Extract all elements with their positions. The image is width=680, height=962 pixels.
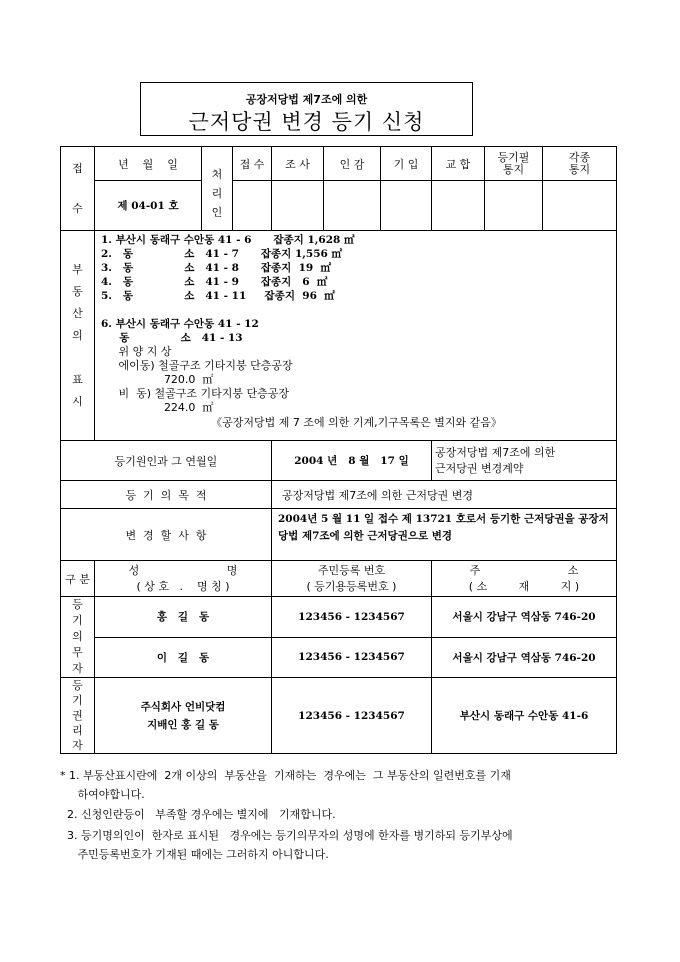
obligor-label-char: 무 bbox=[72, 646, 83, 659]
property-line: 에이동) 철골구조 기타지붕 단층공장 bbox=[101, 359, 293, 372]
column-seal: 인 감 bbox=[324, 147, 381, 181]
property-line: 5. 동 소 41 - 11 잡종지 96 ㎡ bbox=[101, 290, 335, 302]
obligee-name: 주식회사 언비닷컴 지배인 홍 길 동 bbox=[95, 678, 272, 754]
note-3-cont: 주민등록번호가 기재된 때에는 그러하지 아니합니다. bbox=[60, 848, 329, 861]
stamp-box bbox=[432, 181, 485, 231]
note-2: 2. 신청인란등이 부족할 경우에는 별지에 기재합니다. bbox=[60, 808, 336, 821]
property-label-char: 의 bbox=[72, 328, 83, 342]
obligor-name: 홍 길 동 bbox=[95, 597, 272, 638]
property-line: 224.0 ㎡ bbox=[101, 401, 214, 414]
change-value: 2004년 5 월 11 일 접수 제 13721 호로서 등기한 근저당권을 공장저당법 제7조에 의한 근저당권으로 변경 bbox=[272, 509, 617, 561]
property-line: 비 동) 철골구조 기타지붕 단층공장 bbox=[101, 387, 290, 400]
page-title: 근저당권 변경 등기 신청 bbox=[188, 110, 425, 134]
property-gap bbox=[101, 303, 612, 317]
property-label-char: 동 bbox=[72, 284, 83, 298]
stamp-box bbox=[381, 181, 432, 231]
obligee-label-char: 기 bbox=[72, 694, 83, 707]
id-header bbox=[272, 561, 432, 597]
obligee-label-char: 자 bbox=[72, 739, 83, 752]
column-check: 교 합 bbox=[432, 147, 485, 181]
receipt-date-header: 년 월 일 bbox=[95, 147, 202, 181]
stamp-box bbox=[485, 181, 543, 231]
category-header: 구 분 bbox=[61, 561, 95, 597]
receipt-label-bottom: 수 bbox=[72, 201, 83, 215]
process-char: 리 bbox=[211, 187, 223, 200]
property-label-char: 부 bbox=[72, 262, 83, 276]
obligee-label-char: 권 bbox=[72, 709, 83, 722]
property-label-char: 표 bbox=[72, 372, 83, 386]
process-label bbox=[202, 147, 233, 231]
property-line: 6. 부산시 동래구 수안동 41 - 12 bbox=[101, 318, 259, 330]
stamp-box bbox=[272, 181, 324, 231]
property-label bbox=[61, 231, 95, 441]
column-various-notice: 각종 통지 bbox=[543, 147, 617, 181]
property-line: 동 소 41 - 13 bbox=[101, 332, 243, 344]
note-1-cont: 하여야합니다. bbox=[60, 788, 145, 801]
cause-label: 등기원인과 그 연월일 bbox=[61, 441, 272, 481]
property-label-char: 산 bbox=[72, 306, 83, 320]
column-receipt: 접 수 bbox=[233, 147, 272, 181]
note-1: * 1. 부동산표시란에 2개 이상의 부동산을 기재하는 경우에는 그 부동산의 일련번호를 기재 bbox=[60, 769, 511, 782]
id-header-top: 주민등록 번호 bbox=[317, 563, 386, 577]
name-header bbox=[95, 561, 272, 597]
cause-reason: 공장저당법 제7조에 의한 근저당권 변경계약 bbox=[432, 441, 617, 481]
property-line: 4. 동 소 41 - 9 잡종지 6 ㎡ bbox=[101, 276, 328, 288]
column-registration-notice: 등기필 통지 bbox=[485, 147, 543, 181]
property-footer: 《공장저당법 제 7 조에 의한 기계,기구목록은 별지와 같음》 bbox=[211, 416, 502, 429]
receipt-label bbox=[61, 147, 95, 231]
id-header-bottom: ( 등기용등록번호 ) bbox=[306, 579, 397, 593]
property-line: 3. 동 소 41 - 8 잡종지 19 ㎡ bbox=[101, 262, 332, 274]
obligor-label-char: 기 bbox=[72, 614, 83, 627]
process-char: 인 bbox=[211, 206, 223, 219]
property-line: 720.0 ㎡ bbox=[101, 373, 214, 386]
obligor-name: 이 길 동 bbox=[95, 637, 272, 678]
column-investigation: 조 사 bbox=[272, 147, 324, 181]
obligor-label bbox=[61, 597, 95, 678]
cause-date: 2004 년 8 월 17 일 bbox=[272, 441, 432, 481]
purpose-value: 공장저당법 제7조에 의한 근저당권 변경 bbox=[272, 481, 617, 509]
obligee-address: 부산시 동래구 수안동 41-6 bbox=[432, 678, 617, 754]
obligor-address: 서울시 강남구 역삼동 746-20 bbox=[432, 597, 617, 638]
note-3: 3. 등기명의인이 한자로 표시된 경우에는 등기의무자의 성명에 한자를 병기하되 등기부상에 bbox=[60, 829, 513, 842]
receipt-number: 제 04-01 호 bbox=[95, 181, 202, 231]
obligee-id: 123456 - 1234567 bbox=[272, 678, 432, 754]
obligor-label-char: 자 bbox=[72, 662, 83, 675]
obligee-label-char: 등 bbox=[72, 679, 83, 692]
obligee-label-char: 리 bbox=[72, 724, 83, 737]
column-entry: 기 입 bbox=[381, 147, 432, 181]
stamp-box bbox=[324, 181, 381, 231]
property-line: 1. 부산시 동래구 수안동 41 - 6 잡종지 1,628 ㎡ bbox=[101, 234, 355, 246]
stamp-box bbox=[543, 181, 617, 231]
name-header-top: 성 명 bbox=[128, 563, 238, 577]
obligor-id: 123456 - 1234567 bbox=[272, 637, 432, 678]
process-char: 처 bbox=[211, 168, 223, 181]
stamp-box bbox=[233, 181, 272, 231]
obligor-address: 서울시 강남구 역삼동 746-20 bbox=[432, 637, 617, 678]
change-label: 변 경 할 사 항 bbox=[61, 509, 272, 561]
property-line: 위 양 지 상 bbox=[101, 345, 172, 358]
property-label-char: 시 bbox=[72, 394, 83, 408]
obligor-label-char: 등 bbox=[72, 598, 83, 611]
obligor-label-char: 의 bbox=[72, 630, 83, 643]
purpose-label: 등 기 의 목 적 bbox=[61, 481, 272, 509]
obligee-label bbox=[61, 678, 95, 754]
address-header-bottom: ( 소 재 지 ) bbox=[468, 579, 580, 593]
title-subtitle: 공장저당법 제7조에 의한 bbox=[245, 93, 368, 106]
application-form bbox=[60, 146, 617, 754]
name-header-bottom: ( 상 호 . 명 칭 ) bbox=[136, 579, 230, 593]
property-description bbox=[95, 231, 617, 441]
title-box bbox=[140, 82, 473, 136]
receipt-label-top: 접 bbox=[72, 161, 83, 175]
property-line: 2. 동 소 41 - 7 잡종지 1,556 ㎡ bbox=[101, 248, 342, 260]
obligor-id: 123456 - 1234567 bbox=[272, 597, 432, 638]
address-header bbox=[432, 561, 617, 597]
address-header-top: 주 소 bbox=[469, 563, 579, 577]
